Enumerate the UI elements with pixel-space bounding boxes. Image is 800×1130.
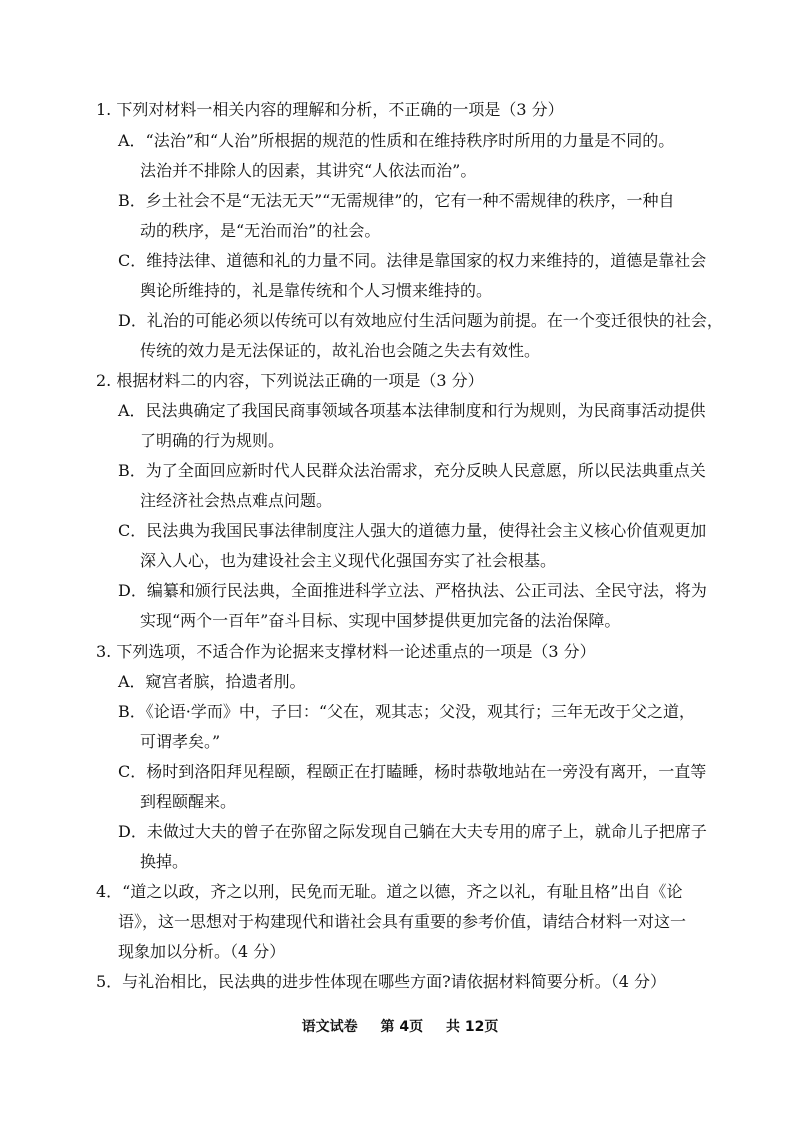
footer-total-pages: 共 12页 — [446, 1019, 499, 1035]
question-1-option-b-cont: 动的秩序，是“无治而治”的社会。 — [140, 221, 381, 240]
question-2-option-b: B．为了全面回应新时代人民群众法治需求，充分反映人民意愿，所以民法典重点关 — [118, 461, 706, 480]
question-1-option-b: B．乡土社会不是“无法无天”“无需规律”的，它有一种不需规律的秩序，一种自 — [118, 191, 675, 210]
question-2-option-d: D．编纂和颁行民法典，全面推进科学立法、严格执法、公正司法、全民守法，将为 — [118, 581, 707, 600]
question-1-option-d: D．礼治的可能必须以传统可以有效地应付生活问题为前提。在一个变迁很快的社会， — [118, 311, 723, 330]
question-2-option-b-cont: 注经济社会热点难点问题。 — [140, 491, 333, 510]
question-4-line-1: 4．“道之以政，齐之以刑，民免而无耻。道之以德，齐之以礼，有耻且格”出自《论 — [96, 882, 683, 901]
question-2-option-c-cont: 深入人心，也为建设社会主义现代化强国夯实了社会根基。 — [140, 551, 557, 570]
question-3-option-d: D．未做过大夫的曾子在弥留之际发现自己躺在大夫专用的席子上，就命儿子把席子 — [118, 822, 707, 841]
question-5-line-1: 5．与礼治相比，民法典的进步性体现在哪些方面?请依据材料简要分析。（4 分） — [96, 972, 667, 991]
question-3-option-a: A．窥宫者膑，拾遗者刖。 — [118, 672, 306, 691]
question-2-option-a-cont: 了明确的行为规则。 — [140, 431, 285, 450]
question-3-option-d-cont: 换掉。 — [140, 852, 189, 871]
footer-subject: 语文试卷 — [301, 1019, 358, 1035]
question-2-stem: 2. 根据材料二的内容，下列说法正确的一项是（3 分） — [96, 371, 484, 390]
question-4-line-3: 现象加以分析。（4 分） — [118, 942, 286, 961]
question-1-option-a-cont: 法治并不排除人的因素，其讲究“人依法而治”。 — [140, 161, 477, 180]
question-1-option-c: C．维持法律、道德和礼的力量不同。法律是靠国家的权力来维持的，道德是靠社会 — [118, 251, 707, 270]
page-footer — [0, 1016, 800, 1036]
question-3-option-c: C．杨时到洛阳拜见程颐，程颐正在打瞌睡，杨时恭敬地站在一旁没有离开，一直等 — [118, 762, 707, 781]
question-3-stem: 3. 下列选项，不适合作为论据来支撑材料一论述重点的一项是（3 分） — [96, 642, 596, 661]
footer-page-number: 第 4页 — [380, 1019, 424, 1035]
question-2-option-d-cont: 实现“两个一百年”奋斗目标、实现中国梦提供更加完备的法治保障。 — [140, 611, 621, 630]
question-1-option-a: A．“法治”和“人治”所根据的规范的性质和在维持秩序时所用的力量是不同的。 — [118, 131, 675, 150]
question-1-stem: 1. 下列对材料一相关内容的理解和分析，不正确的一项是（3 分） — [96, 100, 564, 119]
question-2-option-c: C．民法典为我国民事法律制度注人强大的道德力量，使得社会主义核心价值观更加 — [118, 521, 707, 540]
question-1-option-d-cont: 传统的效力是无法保证的，故礼治也会随之失去有效性。 — [140, 341, 541, 360]
question-3-option-c-cont: 到程颐醒来。 — [140, 792, 237, 811]
question-3-option-b: B．《论语·学而》中，子曰：“父在，观其志；父没，观其行；三年无改于父之道， — [118, 702, 696, 721]
question-3-option-b-cont: 可谓孝矣。” — [140, 732, 221, 751]
question-1-option-c-cont: 舆论所维持的，礼是靠传统和个人习惯来维持的。 — [140, 281, 493, 300]
question-2-option-a: A．民法典确定了我国民商事领域各项基本法律制度和行为规则，为民商事活动提供 — [118, 401, 706, 420]
question-4-line-2: 语》，这一思想对于构建现代和谐社会具有重要的参考价值，请结合材料一对这一 — [118, 912, 687, 931]
